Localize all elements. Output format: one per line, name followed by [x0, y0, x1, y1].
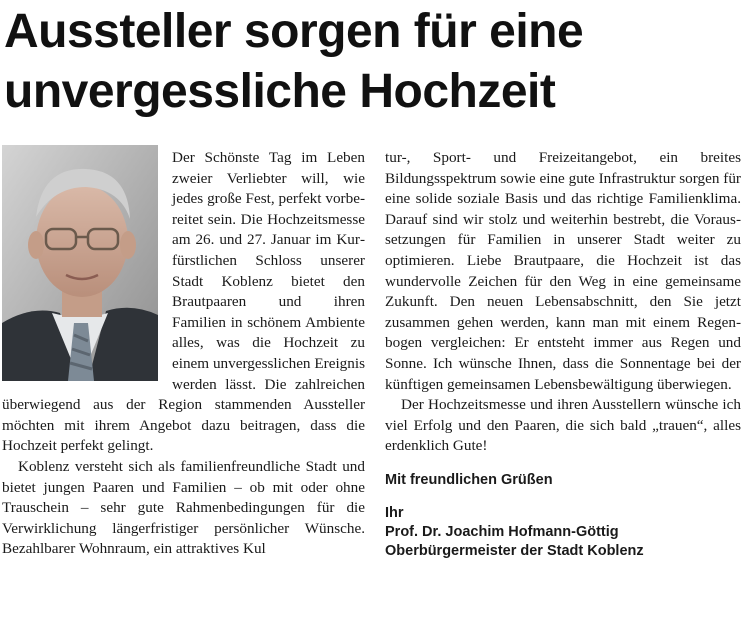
article-headline	[4, 2, 740, 122]
signature-greeting: Mit freundlichen Grüßen	[385, 471, 553, 488]
headline-line-1: Aussteller sorgen für eine	[4, 5, 584, 58]
signature-name: Prof. Dr. Joachim Hofmann-Göttig	[385, 523, 619, 540]
author-portrait	[2, 145, 158, 381]
article-paragraph: tur-, Sport- und Freizeitangebot, ein breites Bildungsspektrum sowie eine gute Infrastruktur sorgen für eine solide soziale Basis und das richtige Familienklima. Darauf sind wir stolz und weiterhin bestrebt, die Voraussetzungen für Familien in unserer Stadt weiter zu optimieren. Liebe Brautpaare, die Hochzeit ist das wundervolle Zeichen für den Weg in eine gemeinsame Zukunft. Den neuen Lebensabschnitt, den Sie jetzt zusammen gehen werden, kann man mit einem Regenbogen vergleichen: Er entsteht immer aus Regen und Sonne. Ich wünsche Ihnen, dass die Sonnentage bei der künftigen gemeinsamen Lebensbewältigung überwiegen.	[385, 149, 741, 393]
signature-ihr: Ihr	[385, 504, 404, 521]
article-paragraph: Der Hochzeitsmesse und ihren Ausstellern wünsche ich viel Erfolg und den Paaren, die sich bald „trauen“, alles erdenklich Gute!	[385, 396, 741, 455]
signature-title: Oberbürgermeister der Stadt Koblenz	[385, 542, 644, 559]
article-paragraph: Der Schönste Tag im Leben zweier Verliebter will, wie jedes große Fest, perfekt vorbereitet sein. Die Hochzeitsmesse am 26. und 27. Januar im Kurfürstlichen Schloss unserer Stadt Koblenz bietet den Brautpaaren und ihren Familien in schönem Ambiente alles, was die Hochzeit zu einem unvergesslichen Ereignis werden lässt. Die zahlreichen überwiegend aus der Region stammenden Aussteller möchten mit ihrem Angebot dazu beitragen, dass die Hochzeit perfekt gelingt.	[2, 149, 365, 455]
headline-line-2: unvergessliche Hochzeit	[4, 65, 556, 118]
article-column-left	[2, 148, 365, 560]
signature-block	[385, 471, 741, 561]
article-paragraph: Koblenz versteht sich als familienfreundliche Stadt und bietet jungen Paaren und Familien – ob mit oder ohne Trauschein – sehr gute Rahmenbedingungen für die Verwirklichung längerfristiger persönlicher Wünsche. Bezahlbarer Wohnraum, ein attraktives Kul	[2, 457, 365, 558]
article-column-right	[385, 148, 741, 561]
